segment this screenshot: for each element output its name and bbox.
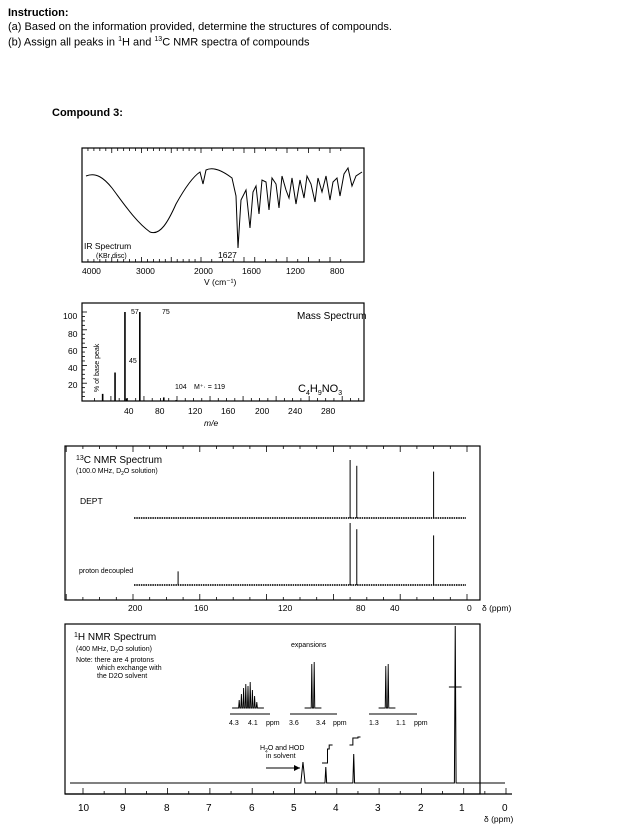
h1-exp2-unit: ppm [333, 720, 347, 727]
c13-xtick-40: 40 [390, 603, 400, 613]
ir-tick-800: 800 [330, 266, 345, 276]
ms-peak-label-45: 45 [129, 358, 137, 365]
c13-xtick-0: 0 [467, 603, 472, 613]
ir-title: IR Spectrum [84, 241, 132, 251]
c13-xtick-200: 200 [128, 603, 143, 613]
ms-xtick-160: 160 [221, 406, 236, 416]
ms-peak-label-57: 57 [131, 309, 139, 316]
ms-xtick-240: 240 [288, 406, 303, 416]
compound-label: Compound 3: [52, 107, 123, 119]
h1-note-3: the D2O solvent [97, 673, 148, 680]
h1-xtick-3: 3 [375, 803, 381, 814]
c13-decoupled-label: proton decoupled [79, 568, 134, 575]
ms-ytick-80: 80 [68, 329, 78, 339]
c13-xtick-160: 160 [194, 603, 209, 613]
ir-tick-4000: 4000 [82, 266, 101, 276]
h1-xtick-5: 5 [291, 803, 297, 814]
ir-tick-2000: 2000 [194, 266, 213, 276]
ir-peak-label: 1627 [218, 250, 237, 260]
ms-xtick-80: 80 [155, 406, 165, 416]
h1-exp2-tick-3.6: 3.6 [289, 720, 299, 727]
mass-spectrum [63, 303, 366, 428]
h1-exp3-unit: ppm [414, 720, 428, 727]
h1-xtick-10: 10 [78, 803, 90, 814]
h1-xtick-6: 6 [249, 803, 255, 814]
ms-ytick-60: 60 [68, 346, 78, 356]
h1-xtick-7: 7 [206, 803, 212, 814]
h1-solvent-label-1: $H_2O$ and HOD [260, 745, 305, 754]
ms-ytick-40: 40 [68, 363, 78, 373]
ir-tick-1200: 1200 [286, 266, 305, 276]
h1-solvent-label-2: in solvent [266, 753, 296, 760]
ms-formula: $C_4H_9NO_3$ [298, 383, 343, 397]
ms-ytick-100: 100 [63, 311, 78, 321]
ir-tick-1600: 1600 [242, 266, 261, 276]
h1-expansion-1.2 [379, 664, 396, 708]
ms-peak-label-75: 75 [162, 309, 170, 316]
ms-y-label: % of base peak [94, 343, 101, 392]
ms-xtick-280: 280 [321, 406, 336, 416]
h1-conditions: (400 MHz, $D_2O$ solution) [76, 646, 152, 655]
c13-dept-label: DEPT [80, 496, 103, 506]
instruction-line-a: (a) Based on the information provided, determine the structures of compounds. [8, 21, 392, 33]
c13-conditions: (100.0 MHz, $D_2O$ solution) [76, 468, 158, 477]
h1-exp1-unit: ppm [266, 720, 280, 727]
h1-xtick-8: 8 [164, 803, 170, 814]
ms-peak-label-104: 104 [175, 384, 187, 391]
ir-tick-3000: 3000 [136, 266, 155, 276]
ms-xtick-40: 40 [124, 406, 134, 416]
h1-xtick-0: 0 [502, 803, 508, 814]
ms-ytick-20: 20 [68, 380, 78, 390]
h1-xtick-2: 2 [418, 803, 424, 814]
ir-subtitle: (KBr disc) [96, 253, 127, 260]
h1-title: $^1$H NMR Spectrum [74, 632, 157, 643]
h1-xtick-9: 9 [120, 803, 126, 814]
h1-nmr-spectrum [65, 624, 513, 824]
c13-nmr-spectrum [65, 446, 511, 613]
h1-expansions-label: expansions [291, 642, 327, 649]
h1-exp2-tick-3.4: 3.4 [316, 720, 326, 727]
c13-title: $^{13}$C NMR Spectrum [76, 455, 163, 466]
h1-note-2: which exchange with [97, 665, 162, 672]
h1-exp3-tick-1.1: 1.1 [396, 720, 406, 727]
h1-integration-1 [322, 745, 333, 763]
h1-expansion-3.5 [305, 662, 322, 708]
c13-xtick-120: 120 [278, 603, 293, 613]
h1-exp3-tick-1.3: 1.3 [369, 720, 379, 727]
ms-x-axis-label: m/e [204, 418, 219, 428]
instruction-heading: Instruction: [8, 7, 69, 19]
ms-xtick-120: 120 [188, 406, 203, 416]
h1-integration-2 [349, 737, 360, 745]
h1-exp1-tick-4.3: 4.3 [229, 720, 239, 727]
ms-xtick-200: 200 [255, 406, 270, 416]
c13-axis-unit: δ (ppm) [482, 603, 512, 613]
ms-molecular-ion: M⁺· = 119 [194, 384, 225, 391]
ir-trace [86, 168, 362, 248]
h1-xtick-4: 4 [333, 803, 339, 814]
c13-xtick-80: 80 [356, 603, 366, 613]
h1-note-1: Note: there are 4 protons [76, 657, 154, 664]
ir-spectrum [82, 148, 364, 287]
h1-xtick-1: 1 [459, 803, 465, 814]
h1-axis-unit: δ (ppm) [484, 814, 514, 824]
h1-expansion-4.1 [232, 682, 264, 708]
instruction-line-b: (b) Assign all peaks in $^1$H and $^{13}$C NMR spectra of compounds [8, 36, 310, 49]
ms-title: Mass Spectrum [297, 311, 367, 322]
ir-x-axis-label: V (cm⁻¹) [204, 277, 237, 287]
h1-exp1-tick-4.1: 4.1 [248, 720, 258, 727]
h1-solvent-arrowhead [294, 765, 300, 771]
